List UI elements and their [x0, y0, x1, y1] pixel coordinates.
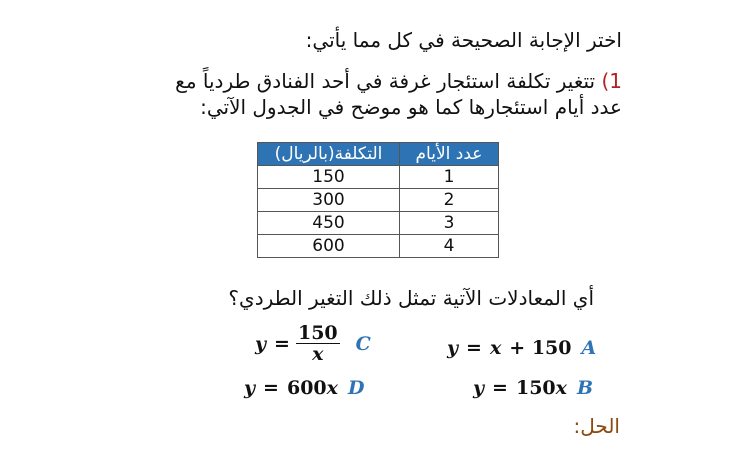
option-b-coef: 150 [515, 377, 556, 399]
option-c-numerator: 150 [297, 322, 338, 344]
option-b-y: y [473, 377, 485, 399]
option-c-y: y [255, 332, 267, 355]
question-text: تتغير تكلفة استئجار غرفة في أحد الفنادق طردياً مع عدد أيام استئجارها كما هو موضح في الجدول الآتي: [175, 69, 622, 119]
table-row [258, 235, 499, 258]
option-c[interactable] [255, 323, 371, 364]
table-row [258, 212, 499, 235]
question-block [142, 68, 622, 120]
table-row [258, 166, 499, 189]
option-b-x: x [555, 377, 567, 399]
cell-cost: 300 [258, 189, 400, 212]
cell-days: 2 [399, 189, 498, 212]
option-a-equals: = [466, 337, 482, 359]
solution-label: الحل: [573, 414, 620, 438]
option-d[interactable] [244, 377, 364, 399]
data-table [257, 142, 499, 258]
option-b-equals: = [492, 377, 508, 399]
instruction-text: اختر الإجابة الصحيحة في كل مما يأتي: [305, 28, 622, 52]
option-d-y: y [244, 377, 256, 399]
cell-days: 3 [399, 212, 498, 235]
question-number: 1) [601, 69, 622, 93]
option-a[interactable] [447, 337, 596, 359]
option-c-letter: C [355, 332, 371, 355]
option-d-equals: = [263, 377, 279, 399]
option-a-x: x [489, 337, 502, 359]
header-cost: التكلفة(بالريال) [258, 143, 400, 166]
cell-cost: 450 [258, 212, 400, 235]
table-header-row [258, 143, 499, 166]
cell-cost: 150 [258, 166, 400, 189]
option-c-denominator: x [312, 343, 324, 365]
cell-days: 4 [399, 235, 498, 258]
header-days: عدد الأيام [399, 143, 498, 166]
option-b[interactable] [473, 377, 593, 399]
sub-question-text: أي المعادلات الآتية تمثل ذلك التغير الطردي؟ [228, 286, 594, 310]
option-b-letter: B [576, 377, 594, 399]
option-d-coef: 600 [286, 377, 327, 399]
option-a-rest: + 150 [509, 337, 572, 359]
option-c-equals: = [274, 332, 290, 355]
option-a-y: y [447, 337, 459, 359]
cell-days: 1 [399, 166, 498, 189]
option-a-letter: A [581, 337, 597, 359]
table-row [258, 189, 499, 212]
cell-cost: 600 [258, 235, 400, 258]
option-d-x: x [326, 377, 338, 399]
option-c-fraction [296, 323, 340, 364]
option-d-letter: D [347, 377, 365, 399]
